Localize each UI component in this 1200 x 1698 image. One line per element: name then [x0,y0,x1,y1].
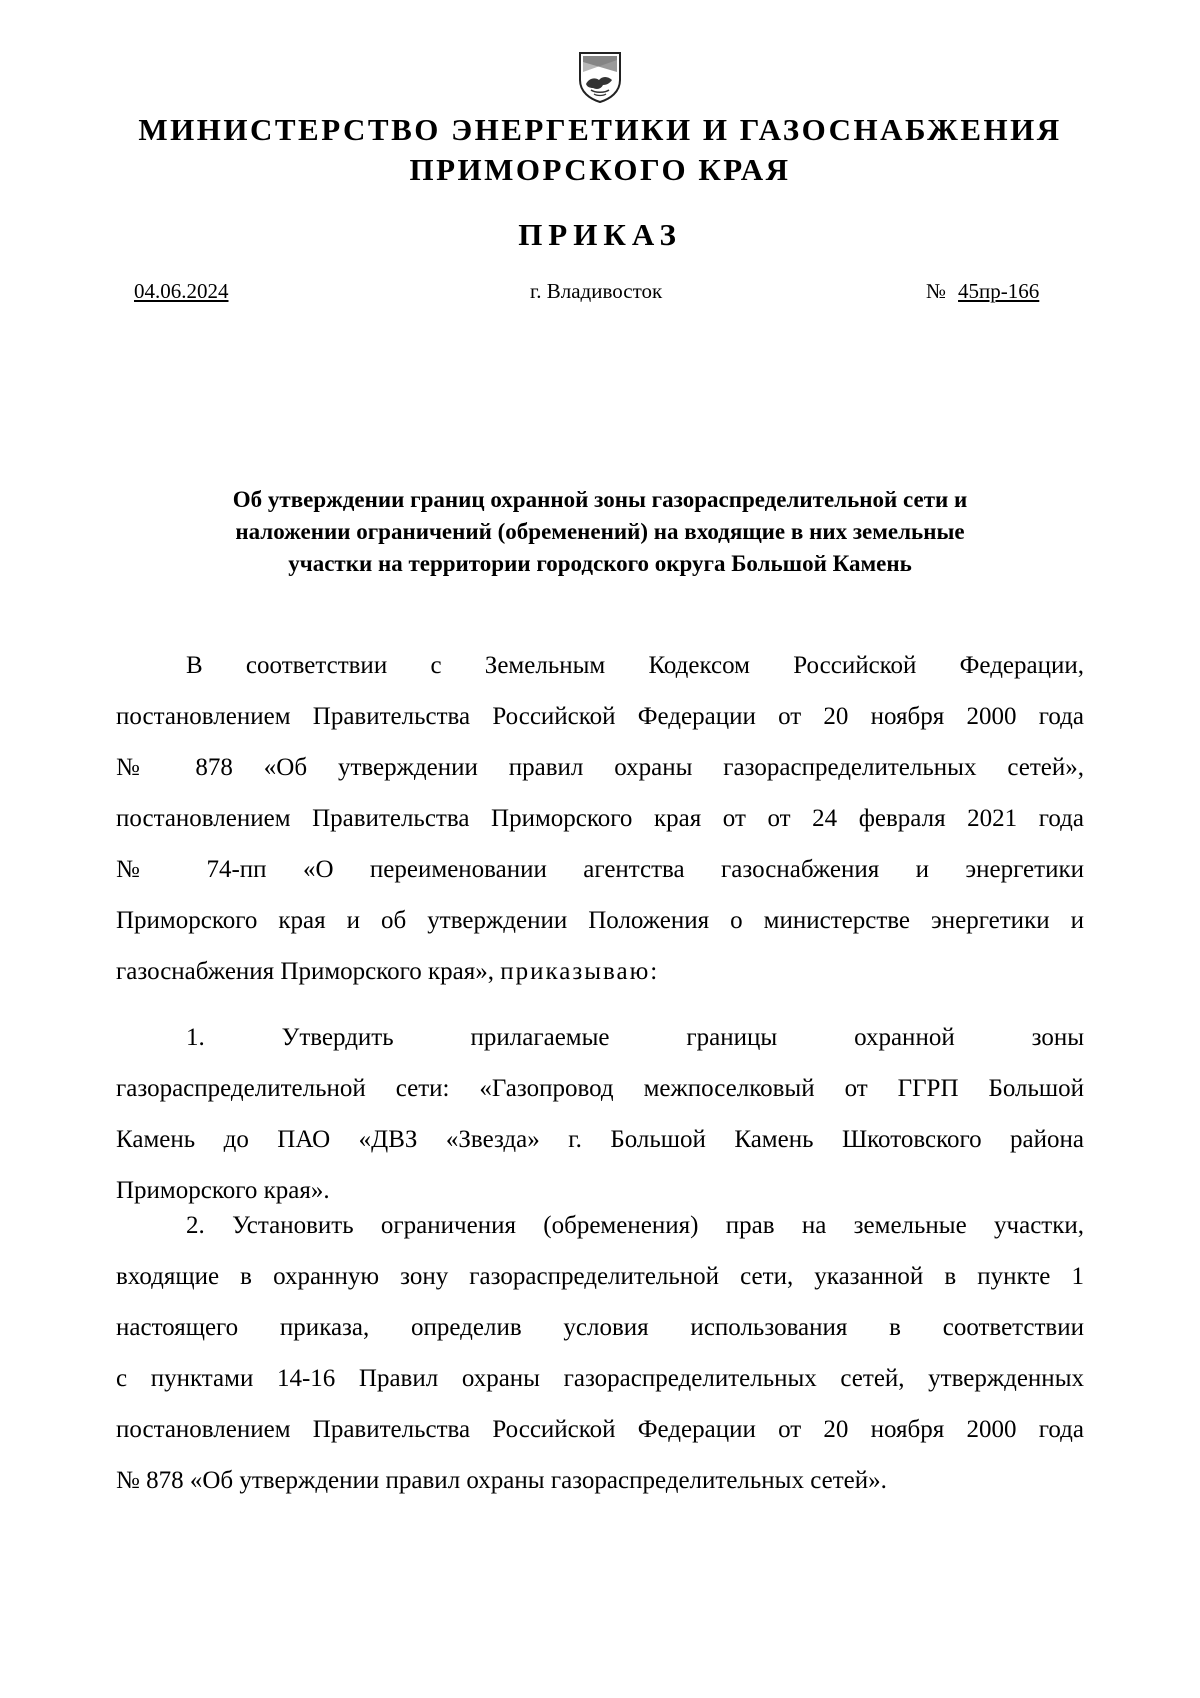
paragraph-line: 2. Установить ограничения (обременения) прав на земельные участки, [186,1212,1084,1239]
order-number-value: 45пр-166 [958,279,1040,303]
paragraph-line: входящие в охранную зону газораспределительной сети, указанной в пункте 1 [116,1263,1084,1290]
subject-line: участки на территории городского округа Большой Камень [288,551,912,576]
order-subject [110,484,1090,580]
coat-of-arms-icon [577,50,623,104]
order-number [926,278,1039,304]
order-item-2 [116,1200,1084,1506]
paragraph-line: 1. Утвердить прилагаемые границы охранной зоны [186,1024,1084,1051]
order-number-label: № [926,279,947,303]
paragraph-line: постановлением Правительства Российской Федерации от 20 ноября 2000 года [116,1416,1084,1443]
paragraph-line: № 878 «Об утверждении правил охраны газораспределительных сетей». [116,1467,887,1494]
paragraph-text: газоснабжения Приморского края», [116,958,501,985]
paragraph-line: постановлением Правительства Российской Федерации от 20 ноября 2000 года [116,703,1084,730]
paragraph-line: постановлением Правительства Приморского края от от 24 февраля 2021 года [116,805,1084,832]
order-item-1 [116,1012,1084,1216]
document-type-title: ПРИКАЗ [518,217,682,252]
paragraph-line: В соответствии с Земельным Кодексом Российской Федерации, [186,652,1084,679]
ministry-name-line1: МИНИСТЕРСТВО ЭНЕРГЕТИКИ И ГАЗОСНАБЖЕНИЯ [138,112,1062,147]
ministry-name-line2: ПРИМОРСКОГО КРАЯ [409,152,791,187]
order-city: г. Владивосток [530,279,663,303]
paragraph-line [116,946,1084,997]
order-date: 04.06.2024 [134,279,229,303]
paragraph-line: газораспределительной сети: «Газопровод межпоселковый от ГГРП Большой [116,1075,1084,1102]
paragraph-line: № 74-пп «О переименовании агентства газоснабжения и энергетики [116,856,1084,883]
order-verb: приказываю: [500,958,660,985]
paragraph-line: Приморского края». [116,1177,330,1204]
paragraph-line: настоящего приказа, определив условия использования в соответствии [116,1314,1084,1341]
ministry-name [100,110,1100,190]
paragraph-line: Камень до ПАО «ДВЗ «Звезда» г. Большой Камень Шкотовского района [116,1126,1084,1153]
subject-line: наложении ограничений (обременений) на входящие в них земельные [235,519,965,544]
paragraph-line: с пунктами 14-16 Правил охраны газораспределительных сетей, утвержденных [116,1365,1084,1392]
paragraph-line: № 878 «Об утверждении правил охраны газораспределительных сетей», [116,754,1084,781]
subject-line: Об утверждении границ охранной зоны газораспределительной сети и [232,487,968,512]
paragraph-line: Приморского края и об утверждении Положения о министерстве энергетики и [116,907,1084,934]
preamble-paragraph [116,640,1084,997]
